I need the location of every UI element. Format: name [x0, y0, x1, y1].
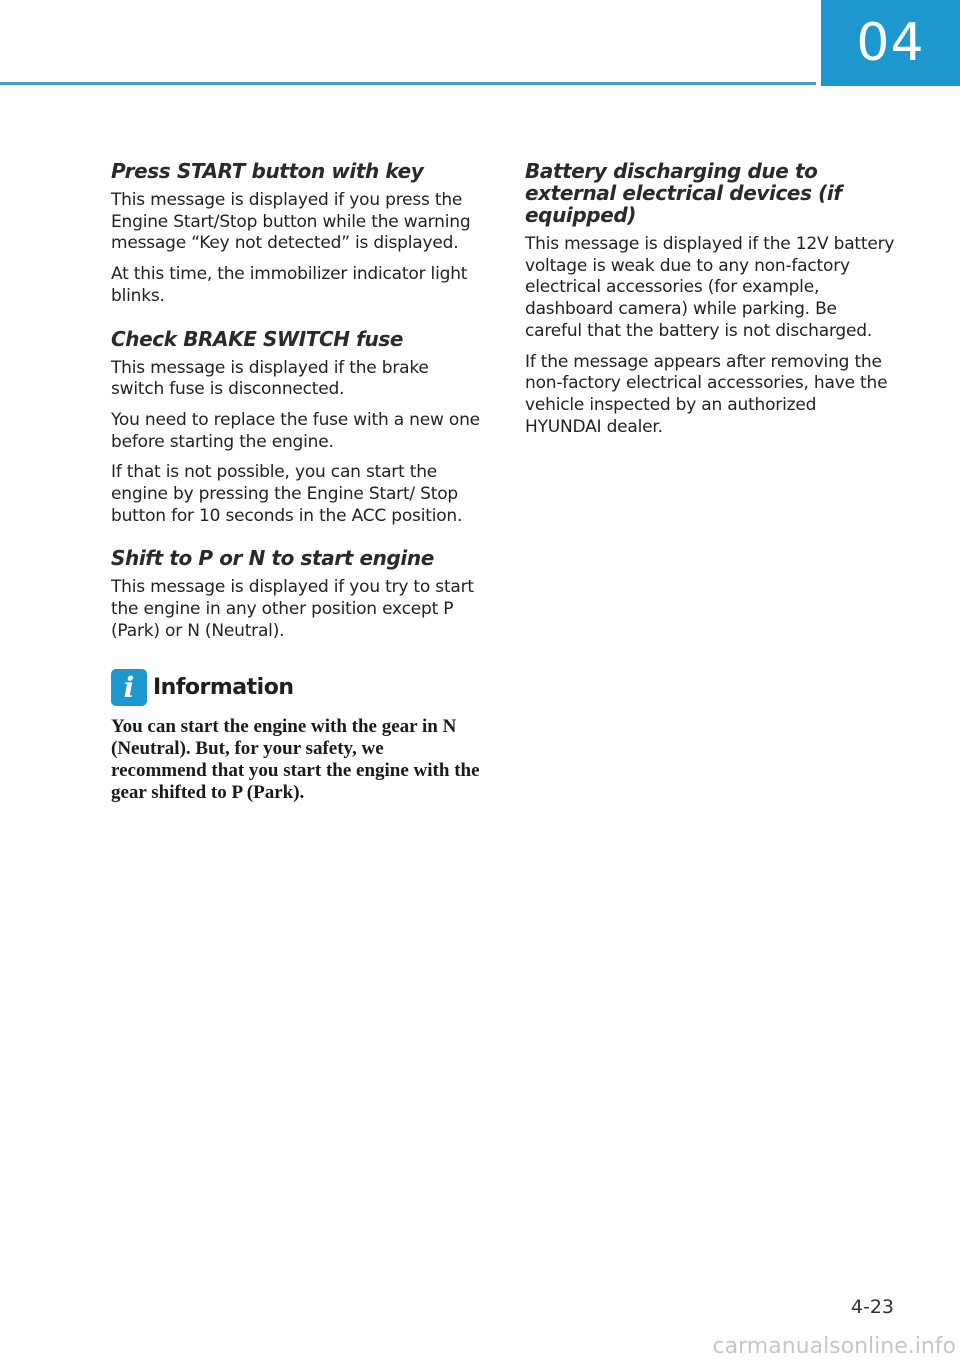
section-press-start — [111, 160, 483, 308]
paragraph: If the message appears after removing the non-factory electrical accessories, have the vehicle inspected by an authorized HYUNDAI dealer. — [525, 351, 888, 437]
chapter-tab: 04 — [821, 0, 960, 86]
paragraph: You need to replace the fuse with a new one before starting the engine. — [111, 409, 480, 452]
paragraph: If that is not possible, you can start the engine by pressing the Engine Start/ Stop button for 10 seconds in the ACC position. — [111, 462, 463, 526]
paragraph: This message is displayed if you press the Engine Start/Stop button while the warning message “Key not detected” is displayed. — [111, 190, 471, 254]
information-header — [111, 669, 483, 706]
section-shift-to-p-or-n — [111, 547, 483, 642]
section-title: Check BRAKE SWITCH fuse — [111, 326, 403, 351]
header-rule — [0, 82, 816, 85]
paragraph: This message is displayed if the 12V battery voltage is weak due to any non-factory electrical accessories (for example, dashboard camera) while parking. Be careful that the battery is not discharged. — [525, 234, 895, 341]
left-column — [111, 160, 483, 804]
section-title: Battery discharging due to external electrical devices (if equipped) — [525, 159, 842, 227]
section-title: Press START button with key — [111, 159, 424, 183]
information-text: You can start the engine with the gear in N (Neutral). But, for your safety, we recommend that you start the engine with the gear shifted to P (Park). — [111, 715, 480, 803]
section-brake-switch-fuse — [111, 328, 483, 528]
info-icon-glyph: i — [123, 670, 135, 704]
paragraph: This message is displayed if the brake switch fuse is disconnected. — [111, 357, 429, 400]
info-icon — [111, 669, 147, 706]
section-battery-discharging — [525, 160, 897, 438]
section-title: Shift to P or N to start engine — [111, 546, 434, 571]
information-box — [111, 669, 483, 804]
paragraph: At this time, the immobilizer indicator light blinks. — [111, 264, 468, 306]
right-column — [525, 160, 897, 458]
information-title: Information — [153, 674, 294, 700]
paragraph: This message is displayed if you try to start the engine in any other position except P (Park) or N (Neutral). — [111, 577, 474, 641]
watermark: carmanualsonline.info — [712, 1334, 956, 1359]
page-number: 4-23 — [850, 1296, 894, 1318]
